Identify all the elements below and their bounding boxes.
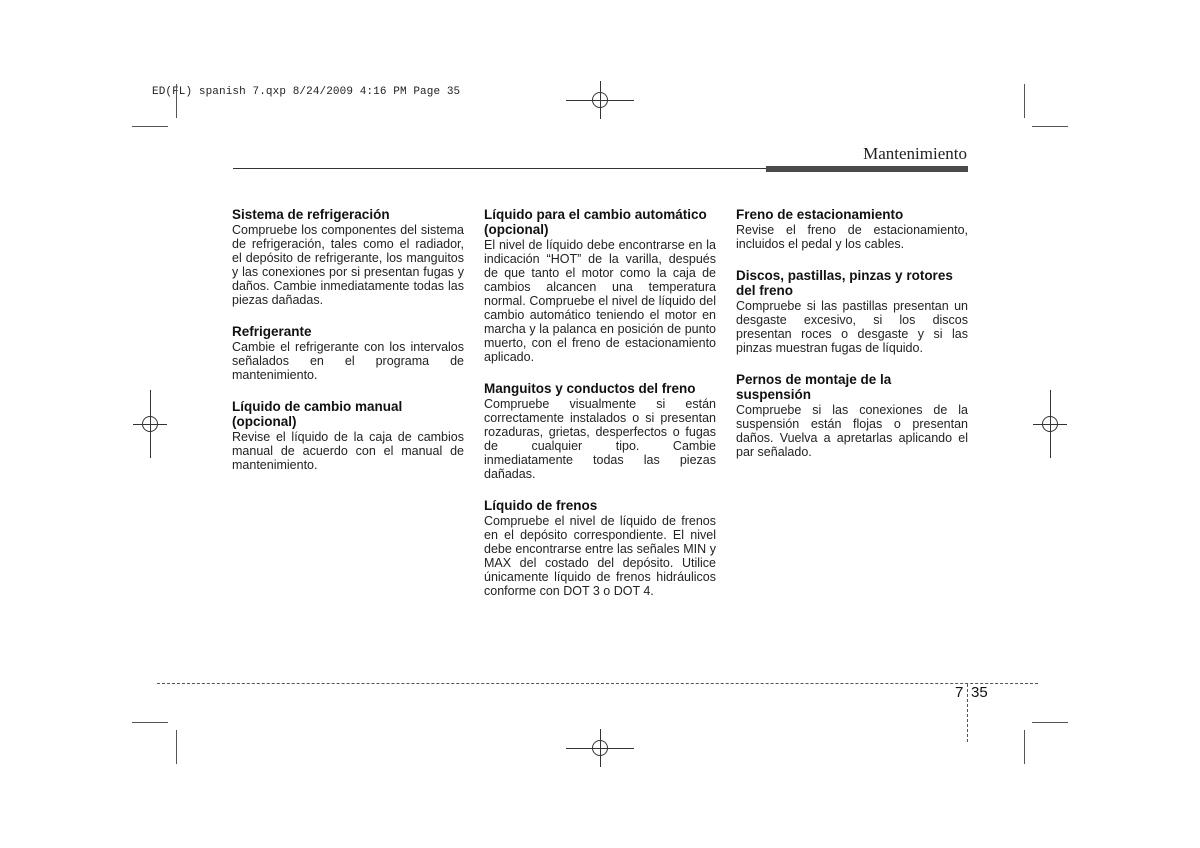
text-column-2: [484, 207, 716, 615]
maintenance-item: [232, 207, 464, 307]
registration-mark-top: [566, 81, 634, 119]
footer-dashed-rule: [157, 683, 1038, 684]
item-body: Compruebe el nivel de líquido de frenos en el depósito correspondiente. El nivel debe encontrarse entre las señales MIN y MAX del costado del depósito. Utilice únicamente líquido de frenos hidráulicos conforme con DOT 3 o DOT 4.: [484, 514, 716, 598]
maintenance-item: [736, 268, 968, 355]
item-body: Compruebe si las conexiones de la suspensión están flojas o presentan daños. Vuelva a apretarlas aplicando el par señalado.: [736, 403, 968, 459]
item-heading: Refrigerante: [232, 324, 312, 339]
item-heading: Sistema de refrigeración: [232, 207, 390, 222]
crop-mark-bottom-left-v: [176, 730, 177, 764]
header-rule-accent: [766, 166, 968, 172]
crop-mark-bottom-right-h: [1032, 722, 1068, 723]
crop-mark-top-left-v: [176, 84, 177, 118]
item-body: Cambie el refrigerante con los intervalos señalados en el programa de mantenimiento.: [232, 340, 464, 382]
maintenance-item: [232, 399, 464, 472]
item-body: Revise el líquido de la caja de cambios manual de acuerdo con el manual de mantenimiento.: [232, 430, 464, 472]
chapter-number: 7: [955, 684, 964, 701]
maintenance-item: [232, 324, 464, 382]
item-body: Revise el freno de estacionamiento, incluidos el pedal y los cables.: [736, 223, 968, 251]
header-rule: [233, 168, 768, 169]
page-number: 35: [971, 684, 988, 701]
item-body: El nivel de líquido debe encontrarse en la indicación “HOT” de la varilla, después de que tanto el motor como la caja de cambios alcancen una temperatura normal. Compruebe el nivel de líquido del cambio automático teniendo el motor en marcha y la palanca en posición de punto muerto, con el freno de estacionamiento aplicado.: [484, 238, 716, 364]
maintenance-item: [484, 381, 716, 481]
crop-mark-top-left-h: [132, 126, 168, 127]
footer-dashed-divider: [967, 684, 968, 742]
item-heading: Líquido para el cambio automático (opcional): [484, 207, 707, 237]
print-slug: ED(FL) spanish 7.qxp 8/24/2009 4:16 PM Page 35: [152, 86, 461, 98]
maintenance-item: [736, 372, 968, 459]
section-title: Mantenimiento: [863, 144, 967, 163]
item-heading: Líquido de frenos: [484, 498, 598, 513]
item-heading: Manguitos y conductos del freno: [484, 381, 696, 396]
maintenance-item: [484, 207, 716, 364]
item-body: Compruebe si las pastillas presentan un desgaste excesivo, si los discos presentan roces o desgaste y si las pinzas muestran fugas de líquido.: [736, 299, 968, 355]
item-heading: Discos, pastillas, pinzas y rotores del freno: [736, 268, 953, 298]
item-heading: Líquido de cambio manual (opcional): [232, 399, 403, 429]
item-body: Compruebe visualmente si están correctamente instalados o si presentan rozaduras, grietas, desperfectos o fugas de cualquier tipo. Cambie inmediatamente todas las piezas dañadas.: [484, 397, 716, 481]
text-column-3: [736, 207, 968, 476]
text-column-1: [232, 207, 464, 489]
crop-mark-bottom-left-h: [132, 722, 168, 723]
crop-mark-top-right-h: [1032, 126, 1068, 127]
maintenance-item: [736, 207, 968, 251]
crop-mark-bottom-right-v: [1024, 730, 1025, 764]
item-body: Compruebe los componentes del sistema de refrigeración, tales como el radiador, el depósito de refrigerante, los manguitos y las conexiones por si presentan fugas y daños. Cambie inmediatamente todas las piezas dañadas.: [232, 223, 464, 307]
registration-mark-right: [1033, 390, 1067, 458]
crop-mark-top-right-v: [1024, 84, 1025, 118]
item-heading: Freno de estacionamiento: [736, 207, 904, 222]
item-heading: Pernos de montaje de la suspensión: [736, 372, 892, 402]
registration-mark-bottom: [566, 729, 634, 767]
registration-mark-left: [133, 390, 167, 458]
maintenance-item: [484, 498, 716, 598]
